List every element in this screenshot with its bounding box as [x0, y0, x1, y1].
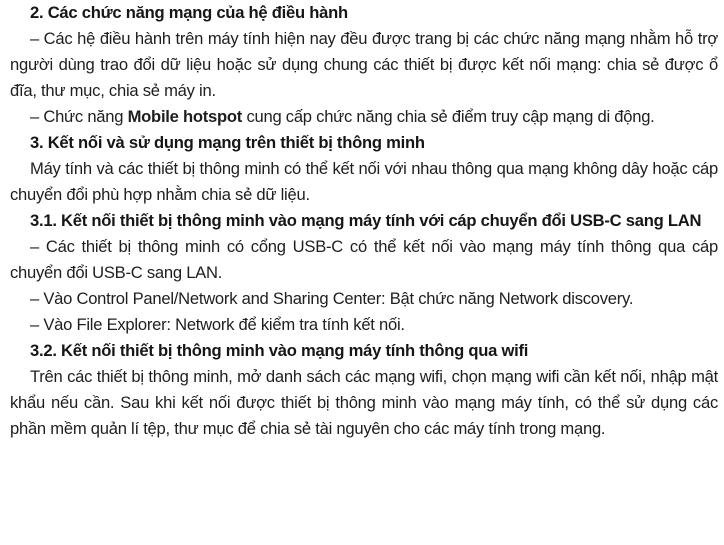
section-2-paragraph-1: – Các hệ điều hành trên máy tính hiện nay đều được trang bị các chức năng mạng nhằm hỗ trợ người dùng trao đổi dữ liệu hoặc sử dụng chung các thiết bị được kết nối mạng: chia sẻ được ổ đĩa, thư mục, chia sẻ máy in.	[10, 29, 718, 100]
section-3-2-heading: 3.2. Kết nối thiết bị thông minh vào mạng máy tính thông qua wifi	[30, 341, 529, 360]
mobile-hotspot-prefix: – Chức năng	[30, 107, 128, 126]
section-3-heading: 3. Kết nối và sử dụng mạng trên thiết bị thông minh	[30, 133, 425, 152]
section-3-paragraph-1: Máy tính và các thiết bị thông minh có thể kết nối với nhau thông qua mạng không dây hoặc cáp chuyển đổi phù hợp nhằm chia sẻ dữ liệu.	[10, 159, 718, 204]
section-2-heading: 2. Các chức năng mạng của hệ điều hành	[30, 3, 348, 22]
section-3-1-paragraph-2: – Vào Control Panel/Network and Sharing Center: Bật chức năng Network discovery.	[30, 289, 634, 308]
section-3-1-paragraph-1: – Các thiết bị thông minh có cổng USB-C có thể kết nối vào mạng máy tính thông qua cáp chuyển đổi USB-C sang LAN.	[10, 237, 718, 282]
section-3-1-paragraph-3: – Vào File Explorer: Network để kiểm tra tính kết nối.	[30, 315, 405, 334]
section-2-paragraph-2	[10, 104, 718, 130]
section-3-1-heading: 3.1. Kết nối thiết bị thông minh vào mạng máy tính với cáp chuyển đổi USB-C sang LAN	[30, 211, 702, 230]
section-3-2-paragraph-1: Trên các thiết bị thông minh, mở danh sách các mạng wifi, chọn mạng wifi cần kết nối, nhập mật khẩu nếu cần. Sau khi kết nối được thiết bị thông minh vào mạng máy tính, có thể sử dụng các phần mềm quản lí tệp, thư mục để chia sẻ tài nguyên cho các máy tính trong mạng.	[10, 367, 718, 438]
mobile-hotspot-term: Mobile hotspot	[127, 107, 243, 126]
mobile-hotspot-suffix: cung cấp chức năng chia sẻ điểm truy cập mạng di động.	[242, 107, 655, 126]
